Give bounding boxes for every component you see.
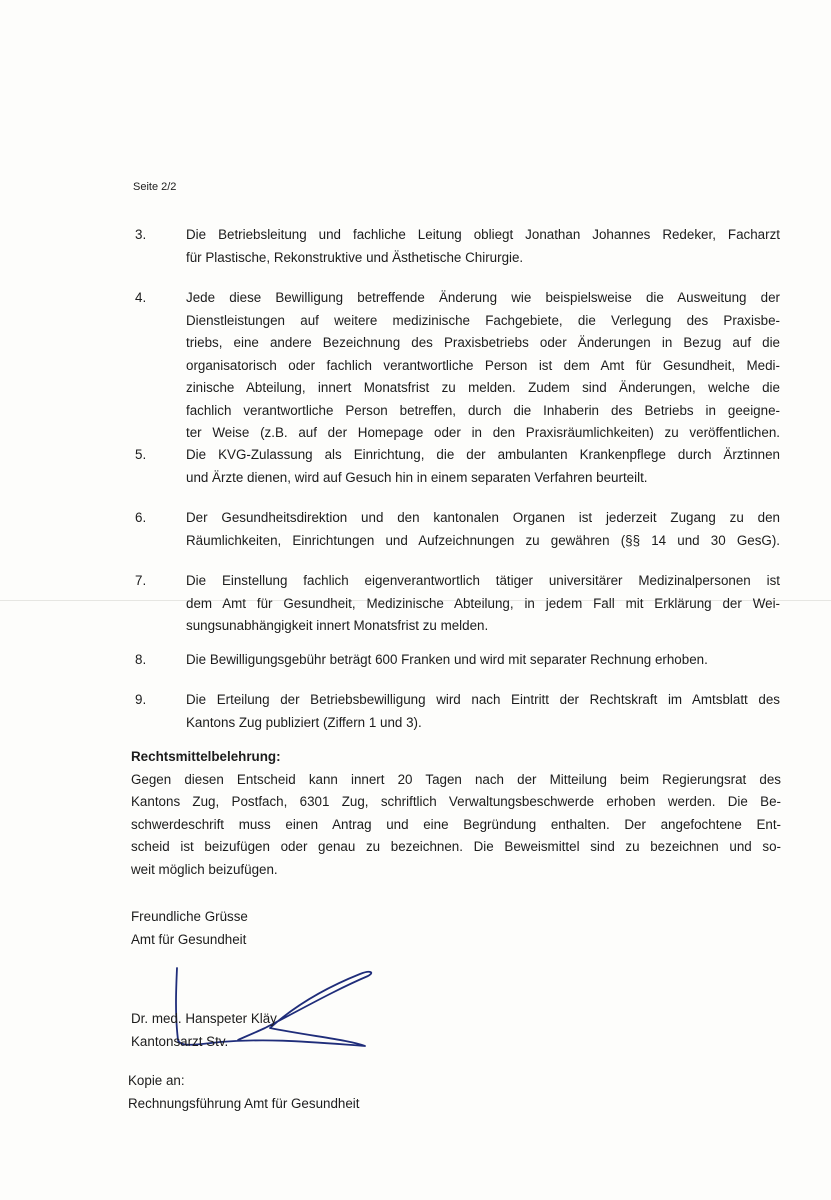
copy-label: Kopie an:: [128, 1073, 185, 1088]
legal-notice-line: Gegen diesen Entscheid kann innert 20 Tagen nach der Mitteilung beim Regierungsrat des: [131, 771, 781, 787]
clause-line: triebs, eine andere Bezeichnung des Praxisbetriebs oder Änderungen in Bezug auf die: [186, 335, 780, 350]
clause-line: ter Weise (z.B. auf der Homepage oder in den Praxisräumlichkeiten) zu veröffentlichen.: [186, 425, 780, 440]
clause-number: 7.: [135, 573, 147, 588]
clause-number: 5.: [135, 447, 147, 462]
clause-line: Jede diese Bewilligung betreffende Änderung wie beispielsweise die Ausweitung der: [186, 290, 780, 305]
clause-line: zinische Abteilung, innert Monatsfrist zu melden. Zudem sind Änderungen, welche die: [186, 380, 780, 395]
legal-notice-line: scheid ist beizufügen oder genau zu bezeichnen. Die Beweismittel sind zu bezeichnen und so-: [131, 839, 781, 854]
closing-greeting: Freundliche Grüsse: [131, 909, 248, 924]
legal-notice-line: schwerdeschrift muss einen Antrag und eine Begründung enthalten. Der angefochtene Ent-: [131, 816, 781, 832]
clause-number: 4.: [135, 290, 147, 305]
clause-line: Die Einstellung fachlich eigenverantwortlich tätiger universitärer Medizinalpersonen ist: [186, 573, 780, 588]
clause-line: Räumlichkeiten, Einrichtungen und Aufzeichnungen zu gewähren (§§ 14 und 30 GesG).: [186, 532, 780, 548]
clause-text: [186, 689, 780, 734]
clause-line: und Ärzte dienen, wird auf Gesuch hin in einem separaten Verfahren beurteilt.: [186, 469, 648, 485]
clause-text: [186, 224, 780, 269]
clause-line: Dienstleistungen auf weitere medizinische Fachgebiete, die Verlegung des Praxisbe-: [186, 312, 780, 328]
clause-line: Der Gesundheitsdirektion und den kantonalen Organen ist jederzeit Zugang zu den: [186, 510, 780, 525]
legal-notice: [131, 746, 781, 881]
clause-line: sungsunabhängigkeit innert Monatsfrist zu melden.: [186, 618, 489, 633]
signatory-role: Kantonsarzt Stv.: [131, 1033, 229, 1049]
copy-recipient: Rechnungsführung Amt für Gesundheit: [128, 1095, 360, 1111]
clause-number: 6.: [135, 510, 147, 525]
signatory: [131, 1008, 781, 1053]
closing-office: Amt für Gesundheit: [131, 931, 247, 947]
clause-text: [186, 507, 780, 552]
clause-line: organisatorisch oder fachlich verantwortliche Person ist dem Amt für Gesundheit, Medi-: [186, 357, 780, 373]
clause-text: [186, 444, 780, 489]
clause-line: dem Amt für Gesundheit, Medizinische Abteilung, in jedem Fall mit Erklärung der Wei-: [186, 595, 780, 611]
clause-line: Die Bewilligungsgebühr beträgt 600 Franken und wird mit separater Rechnung erhoben.: [186, 652, 708, 667]
clause-line: Die Betriebsleitung und fachliche Leitung obliegt Jonathan Johannes Redeker, Facharzt: [186, 227, 780, 242]
copy-recipients: [128, 1070, 778, 1115]
clause-number: 9.: [135, 692, 147, 707]
clause-text: [186, 649, 780, 672]
clause-number: 3.: [135, 227, 147, 242]
clause-line: für Plastische, Rekonstruktive und Ästhetische Chirurgie.: [186, 249, 524, 265]
clause-text: [186, 287, 780, 445]
clause-number: 8.: [135, 652, 147, 667]
clause-text: [186, 570, 780, 638]
closing: [131, 906, 781, 951]
page-number-label: Seite 2/2: [133, 181, 177, 193]
clause-line: Kantons Zug publiziert (Ziffern 1 und 3).: [186, 714, 422, 730]
clause-line: Die KVG-Zulassung als Einrichtung, die der ambulanten Krankenpflege durch Ärztinnen: [186, 447, 780, 462]
legal-notice-line: weit möglich beizufügen.: [131, 861, 278, 877]
legal-notice-line: Kantons Zug, Postfach, 6301 Zug, schriftlich Verwaltungsbeschwerde erhoben werden. Die Be-: [131, 794, 781, 809]
clause-line: fachlich verantwortliche Person betreffen, durch die Inhaberin des Betriebs in geeigne-: [186, 402, 780, 418]
legal-notice-title: Rechtsmittelbelehrung:: [131, 749, 281, 764]
clause-line: Die Erteilung der Betriebsbewilligung wird nach Eintritt der Rechtskraft im Amtsblatt des: [186, 692, 780, 707]
signatory-name: Dr. med. Hanspeter Kläy: [131, 1011, 277, 1026]
